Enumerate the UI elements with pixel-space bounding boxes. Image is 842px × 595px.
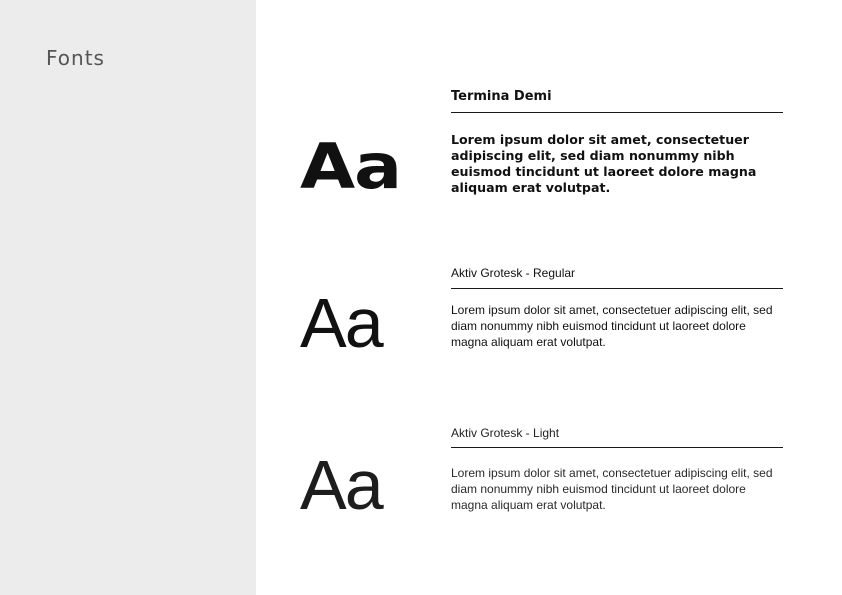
glyph-sample: Aa: [300, 446, 382, 524]
page-title: Fonts: [46, 46, 105, 70]
font-name: Aktiv Grotesk - Light: [451, 426, 560, 440]
font-specimen-aktiv-grotesk-regular: [300, 264, 784, 374]
font-name: Aktiv Grotesk - Regular: [451, 266, 576, 280]
font-specimen-termina-demi: [300, 88, 784, 218]
divider: [451, 447, 783, 448]
divider: [451, 112, 783, 113]
sample-text: Lorem ipsum dolor sit amet, consectetuer adipiscing elit, sed diam nonummy nibh euismod tincidunt ut laoreet dolore magna aliquam erat volutpat.: [451, 466, 773, 512]
sample-text: Lorem ipsum dolor sit amet, consectetuer adipiscing elit, sed diam nonummy nibh euismod tincidunt ut laoreet dolore magna aliquam erat volutpat.: [451, 132, 757, 195]
font-name: Termina Demi: [451, 89, 552, 104]
sidebar: [0, 0, 256, 595]
glyph-sample: Aa: [300, 284, 382, 362]
glyph-sample: Aa: [300, 130, 402, 203]
font-specimen-aktiv-grotesk-light: [300, 424, 784, 534]
sample-text: Lorem ipsum dolor sit amet, consectetuer adipiscing elit, sed diam nonummy nibh euismod tincidunt ut laoreet dolore magna aliquam erat volutpat.: [451, 303, 773, 349]
divider: [451, 288, 783, 289]
